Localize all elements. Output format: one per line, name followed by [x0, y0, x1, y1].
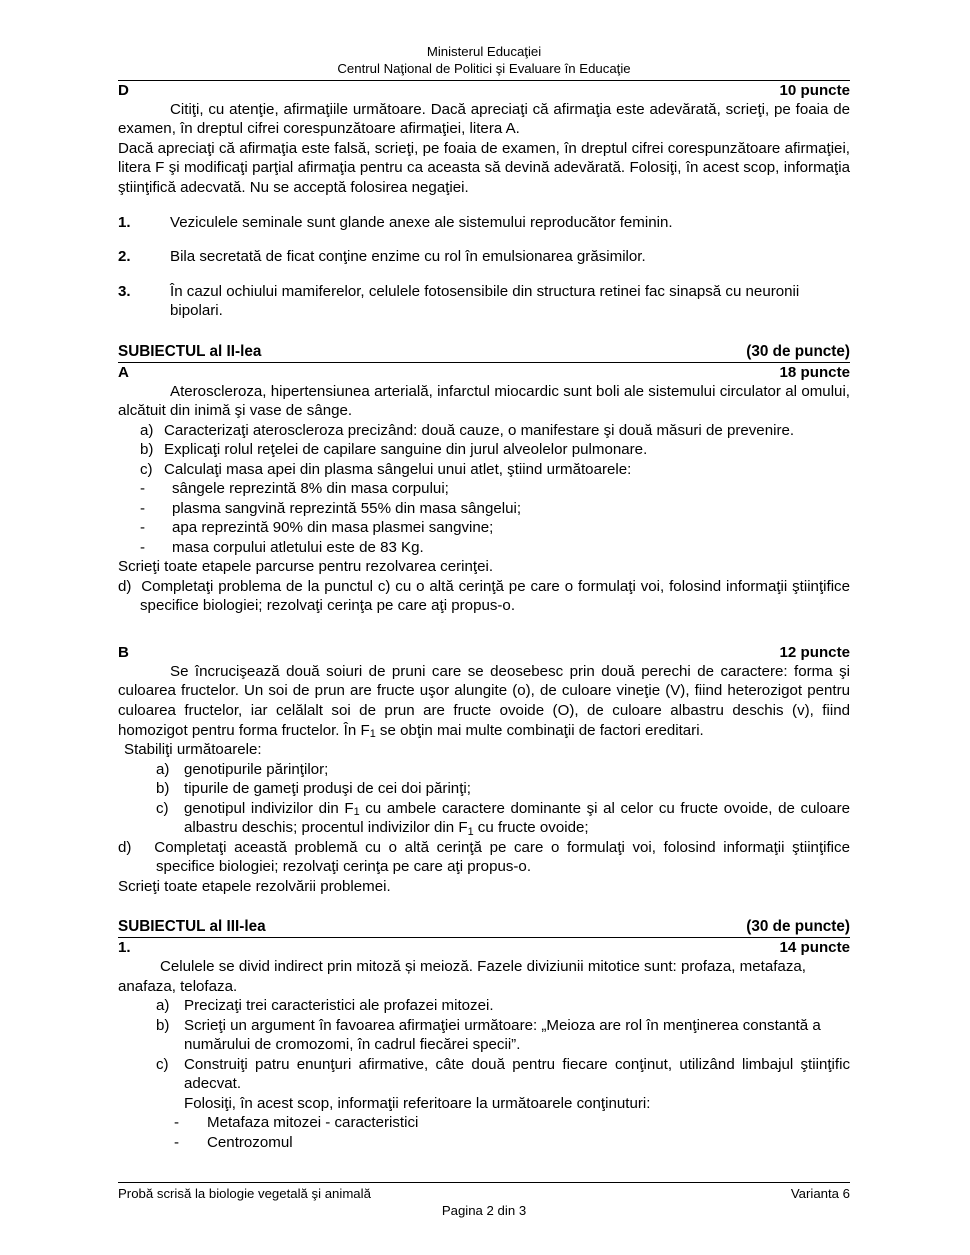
part-b-item-list: [118, 760, 850, 838]
part-a-intro: Ateroscleroza, hipertensiunea arterială, infarctul miocardic sunt boli ale sistemului circulator al omului, alcătuit din inimă şi vase de sânge.: [118, 382, 850, 420]
list-item: [140, 460, 850, 480]
statement-number: 1.: [118, 213, 131, 231]
subject-3-item1-header: [118, 938, 850, 957]
item-text: Precizaţi trei caracteristici ale profazei mitozei.: [184, 997, 494, 1015]
item-1-points: 14 puncte: [779, 939, 850, 957]
part-b-intro-pre: Se încrucişează două soiuri de pruni care se deosebesc prin două perechi de caractere: forma şi culoarea fructelor. Un soi de prun are fructe uşor alungite (o), de culoare vineţie (V), fiind heterozigot pentru culoarea fructelor, iar celălalt soi de prun are fructe ovoide (O), de culoare albastru deschis (v), fiind homozigot pentru forma fructelor. În F: [118, 662, 850, 739]
part-b-header: [118, 643, 850, 662]
item-text: Caracterizaţi ateroscleroza precizând: două cauze, o manifestare şi două măsuri de prevenire.: [164, 421, 795, 439]
part-a-points: 18 puncte: [779, 363, 850, 381]
statement-text: În cazul ochiului mamiferelor, celulele fotosensibile din structura retinei fac sinapsă cu neuronii bipolari.: [170, 282, 800, 320]
item-text: tipurile de gameţi produşi de cei doi părinţi;: [184, 780, 471, 798]
section-d-points: 10 puncte: [779, 81, 850, 99]
item-marker: c): [156, 1055, 169, 1073]
list-item: [140, 518, 850, 538]
list-item: [140, 538, 850, 558]
statement-text: Veziculele seminale sunt glande anexe ale sistemului reproducător feminin.: [170, 213, 673, 231]
subject-3-intro: Celulele se divid indirect prin mitoză și meioză. Fazele diviziunii mitotice sunt: profaza, metafaza, anafaza, telofaza.: [118, 958, 806, 995]
subject-3-title: SUBIECTUL al III-lea: [118, 918, 266, 936]
content-text: Metafaza mitozei - caracteristici: [207, 1114, 419, 1132]
list-item: [140, 440, 850, 460]
item-text: genotipurile părinţilor;: [184, 760, 329, 778]
list-item: [156, 799, 850, 838]
statement-item: [118, 282, 850, 321]
ministry-line: Ministerul Educaţiei: [426, 44, 542, 59]
item-text: Construiţi patru enunţuri afirmative, câte două pentru fiecare conţinut, utilizând limbajul ştiinţific adecvat.: [184, 1055, 850, 1093]
item-c-post: cu fructe ovoide;: [473, 819, 589, 837]
list-item: [174, 1113, 850, 1133]
list-item: [140, 499, 850, 519]
part-b-prompt: Stabiliţi următoarele:: [124, 741, 262, 759]
dash-marker: -: [140, 519, 146, 537]
f1-subscript: 1: [369, 727, 376, 740]
item-1-number: 1.: [118, 939, 131, 957]
item-text: Calculaţi masa apei din plasma sângelui unui atlet, ştiind următoarele:: [164, 460, 632, 478]
list-item: [156, 1055, 850, 1094]
part-a-data-list: [118, 479, 850, 557]
part-b-steps-note: Scrieţi toate etapele rezolvării problemei.: [118, 877, 391, 895]
part-b-item-d: [118, 838, 850, 877]
subject-3-contents-note: Folosiţi, în acest scop, informaţii referitoare la următoarele conţinuturi:: [184, 1094, 651, 1112]
data-text: sângele reprezintă 8% din masa corpului;: [172, 480, 449, 498]
section-d-intro-1: Citiţi, cu atenţie, afirmaţiile următoare. Dacă apreciaţi că afirmaţia este adevărată, scrieţi, pe foaia de examen, în dreptul cifrei corespunzătoare afirmaţiei, litera A.: [118, 100, 850, 138]
list-item: [174, 1133, 850, 1153]
item-c-pre: genotipul indivizilor din F: [184, 799, 354, 817]
subject-3-item-list: [118, 996, 850, 1094]
footer-variant: Varianta 6: [790, 1186, 850, 1201]
item-text: Completaţi problema de la punctul c) cu o altă cerinţă pe care o formulaţi voi, folosind informaţii ştiinţifice specifice biologiei; rezolvaţi cerinţa pe care aţi propus-o.: [140, 577, 850, 615]
subject-3-points: (30 de puncte): [746, 918, 850, 936]
list-item: [156, 760, 850, 780]
data-text: masa corpului atletului este de 83 Kg.: [172, 538, 424, 556]
part-b-intro: [118, 662, 850, 740]
footer-page-number: Pagina 2 din 3: [441, 1203, 527, 1218]
item-marker: c): [156, 799, 169, 817]
part-a-letter: A: [118, 363, 129, 381]
center-line: Centrul Naţional de Politici şi Evaluare în Educaţie: [337, 61, 631, 77]
list-item: [140, 421, 850, 441]
document-header: [118, 0, 850, 78]
data-text: apa reprezintă 90% din masa plasmei sangvine;: [172, 519, 494, 537]
dash-marker: -: [140, 499, 146, 517]
subject-2-points: (30 de puncte): [746, 342, 850, 360]
part-b-intro-post: se obţin mai multe combinaţii de factori ereditari.: [375, 721, 704, 739]
dash-marker: -: [140, 480, 146, 498]
footer-row: [118, 1183, 850, 1201]
item-marker: b): [156, 780, 170, 798]
list-item: [140, 479, 850, 499]
item-marker: d): [118, 838, 132, 856]
list-item: [156, 779, 850, 799]
item-marker: a): [156, 760, 170, 778]
dash-marker: -: [174, 1133, 180, 1151]
part-a-header: [118, 363, 850, 382]
part-a-item-list: [118, 421, 850, 480]
item-marker: d): [118, 577, 132, 595]
item-marker: b): [156, 1016, 170, 1034]
item-text: Scrieţi un argument în favoarea afirmaţiei următoare: „Meioza are rol în menţinerea constantă a numărului de cromozomi, în cadrul fiecărei specii”.: [184, 1016, 821, 1054]
statement-text: Bila secretată de ficat conţine enzime cu rol în emulsionarea grăsimilor.: [170, 248, 646, 266]
footer-exam-label: Probă scrisă la biologie vegetală şi animală: [118, 1186, 371, 1201]
item-marker: a): [140, 421, 154, 439]
statement-item: [118, 213, 850, 233]
dash-marker: -: [140, 538, 146, 556]
item-marker: a): [156, 997, 170, 1015]
f1-subscript: 1: [353, 806, 360, 819]
item-text: [184, 799, 850, 838]
item-c-mid: cu ambele caractere dominante şi al celor cu fructe ovoide, de culoare albastru deschis; procentul indivizilor din F: [184, 799, 850, 837]
list-item: [156, 1016, 850, 1055]
section-d-header: [118, 81, 850, 100]
subject-3-contents-list: [118, 1113, 850, 1152]
dash-marker: -: [174, 1114, 180, 1132]
data-text: plasma sangvină reprezintă 55% din masa sângelui;: [172, 499, 522, 517]
page-content: [118, 0, 850, 1153]
statement-item: [118, 247, 850, 267]
item-text: Explicaţi rolul reţelei de capilare sanguine din jurul alveolelor pulmonare.: [164, 441, 648, 459]
statement-number: 2.: [118, 248, 131, 266]
statement-number: 3.: [118, 282, 131, 300]
item-marker: b): [140, 441, 154, 459]
section-d-intro-2: Dacă apreciaţi că afirmaţia este falsă, scrieţi, pe foaia de examen, în dreptul cifrei corespunzătoare afirmaţiei, litera F şi modificaţi parţial afirmaţia pentru ca aceasta să devină adevărată. Folosiţi, în acest scop, informaţia ştiinţifică adecvată. Nu se acceptă folosirea negaţiei.: [118, 139, 850, 196]
subject-2-title-bar: [118, 342, 850, 363]
content-text: Centrozomul: [207, 1133, 293, 1151]
item-text: Completaţi această problemă cu o altă cerinţă pe care o formulaţi voi, folosind informaţii ştiinţifice specifice biologiei; rezolvaţi cerinţa pe care aţi propus-o.: [154, 838, 850, 876]
part-b-points: 12 puncte: [779, 643, 850, 661]
part-a-item-d: [118, 577, 850, 616]
item-marker: c): [140, 460, 153, 478]
list-item: [156, 996, 850, 1016]
part-b-letter: B: [118, 643, 129, 661]
section-d-letter: D: [118, 81, 129, 99]
f1-subscript: 1: [467, 825, 474, 838]
page-footer: [118, 1182, 850, 1218]
part-a-steps-note: Scrieţi toate etapele parcurse pentru rezolvarea cerinţei.: [118, 558, 494, 576]
subject-3-title-bar: [118, 917, 850, 938]
subject-2-title: SUBIECTUL al II-lea: [118, 342, 262, 360]
